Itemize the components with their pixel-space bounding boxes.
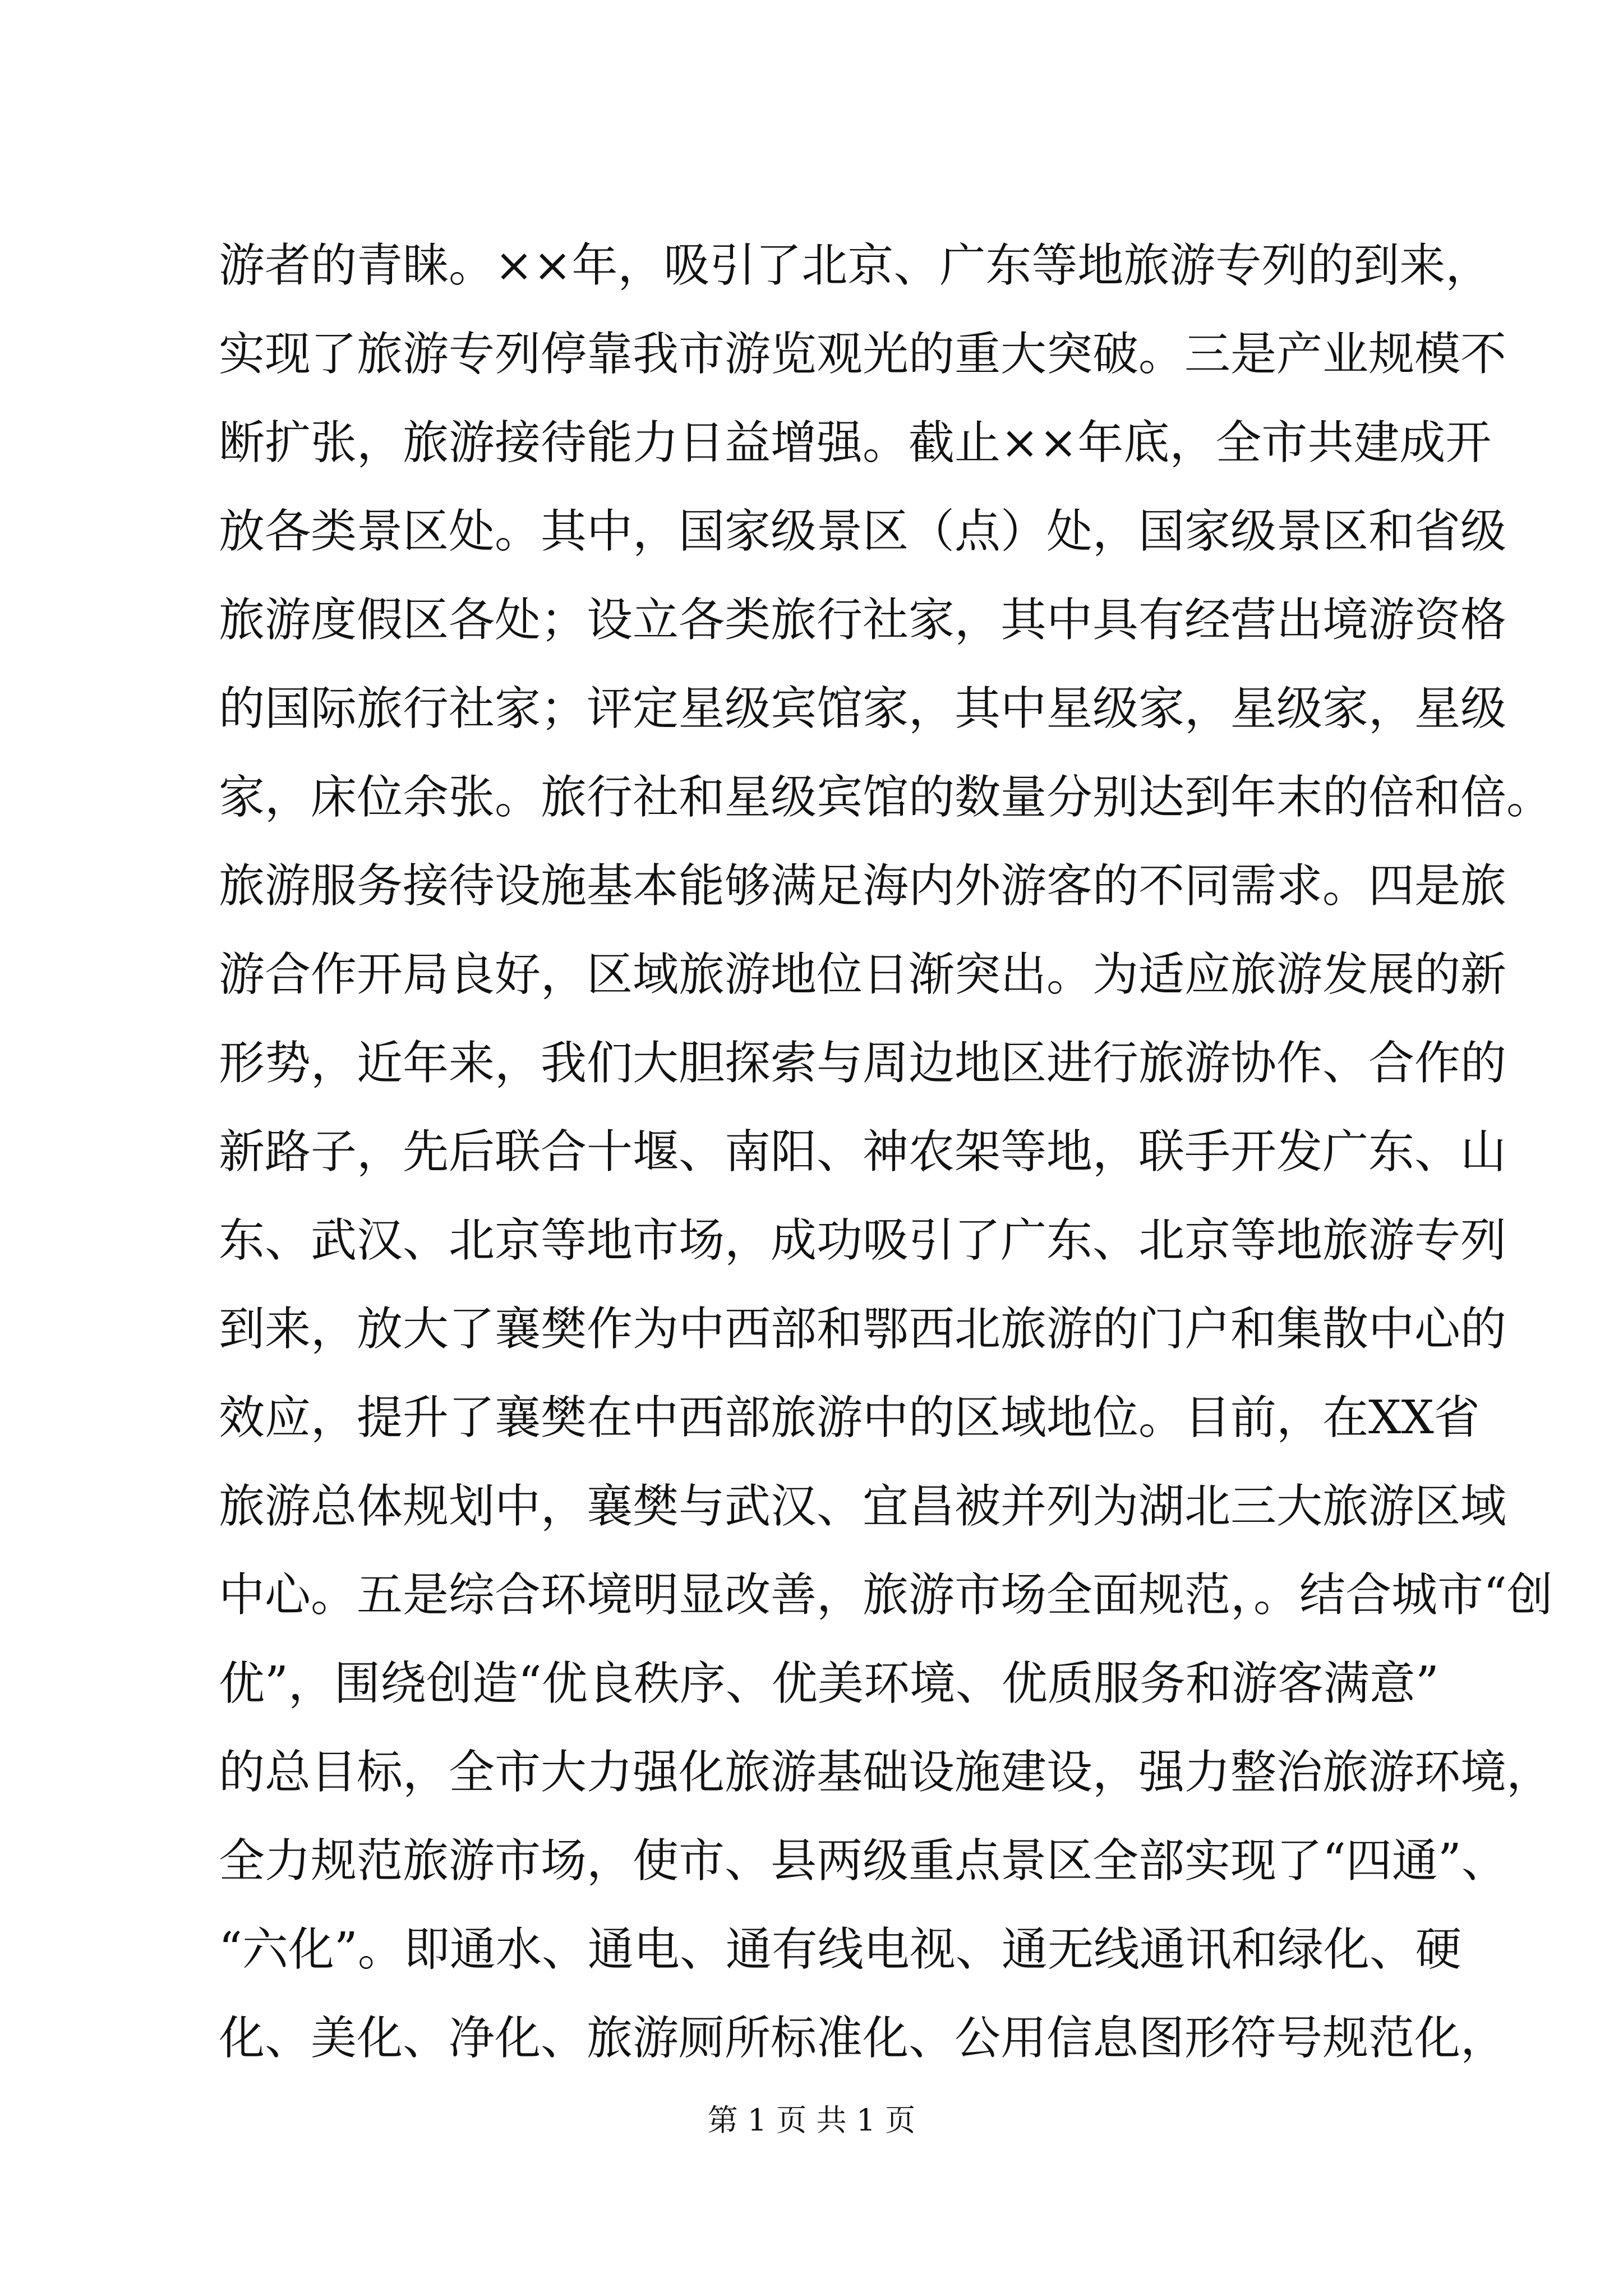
page-footer: 第 1 页 共 1 页 [707,2102,916,2138]
text-line: 游合作开局良好，区域旅游地位日渐突出。为适应旅游发展的新 [219,948,1507,1001]
text-line: 的国际旅行社家；评定星级宾馆家，其中星级家，星级家，星级 [219,682,1507,735]
text-line: 游者的青睐。××年，吸引了北京、广东等地旅游专列的到来， [219,239,1492,292]
text-line: “六化”。即通水、通电、通有线电视、通无线通讯和绿化、硬 [219,1923,1461,1976]
text-line: 化、美化、净化、旅游厕所标准化、公用信息图形符号规范化， [219,2012,1507,2065]
text-line: 的总目标，全市大力强化旅游基础设施建设，强力整治旅游环境， [219,1746,1553,1799]
text-line: 优”，围绕创造“优良秩序、优美环境、优质服务和游客满意” [219,1657,1439,1710]
text-line: 形势，近年来，我们大胆探索与周边地区进行旅游协作、合作的 [219,1037,1507,1090]
text-line: 效应，提升了襄樊在中西部旅游中的区域地位。目前，在XX省 [219,1391,1480,1444]
text-line: 实现了旅游专列停靠我市游览观光的重大突破。三是产业规模不 [219,328,1507,381]
text-line: 东、武汉、北京等地市场，成功吸引了广东、北京等地旅游专列 [219,1214,1507,1267]
text-line: 放各类景区处。其中，国家级景区（点）处，国家级景区和省级 [219,505,1507,558]
text-line: 新路子，先后联合十堰、南阳、神农架等地，联手开发广东、山 [219,1125,1507,1179]
text-line: 到来，放大了襄樊作为中西部和鄂西北旅游的门户和集散中心的 [219,1303,1507,1356]
text-line: 旅游度假区各处；设立各类旅行社家，其中具有经营出境游资格 [219,593,1507,647]
text-line: 旅游服务接待设施基本能够满足海内外游客的不同需求。四是旅 [219,859,1507,913]
text-line: 家，床位余张。旅行社和星级宾馆的数量分别达到年末的倍和倍。 [219,771,1553,824]
text-line: 中心。五是综合环境明显改善，旅游市场全面规范，。结合城市“创 [219,1568,1553,1622]
text-line: 断扩张，旅游接待能力日益增强。截止××年底，全市共建成开 [219,416,1492,470]
body-paragraph [219,222,1553,2083]
text-line: 全力规范旅游市场，使市、县两级重点景区全部实现了“四通”、 [219,1834,1507,1888]
text-line: 旅游总体规划中，襄樊与武汉、宜昌被并列为湖北三大旅游区域 [219,1480,1507,1533]
